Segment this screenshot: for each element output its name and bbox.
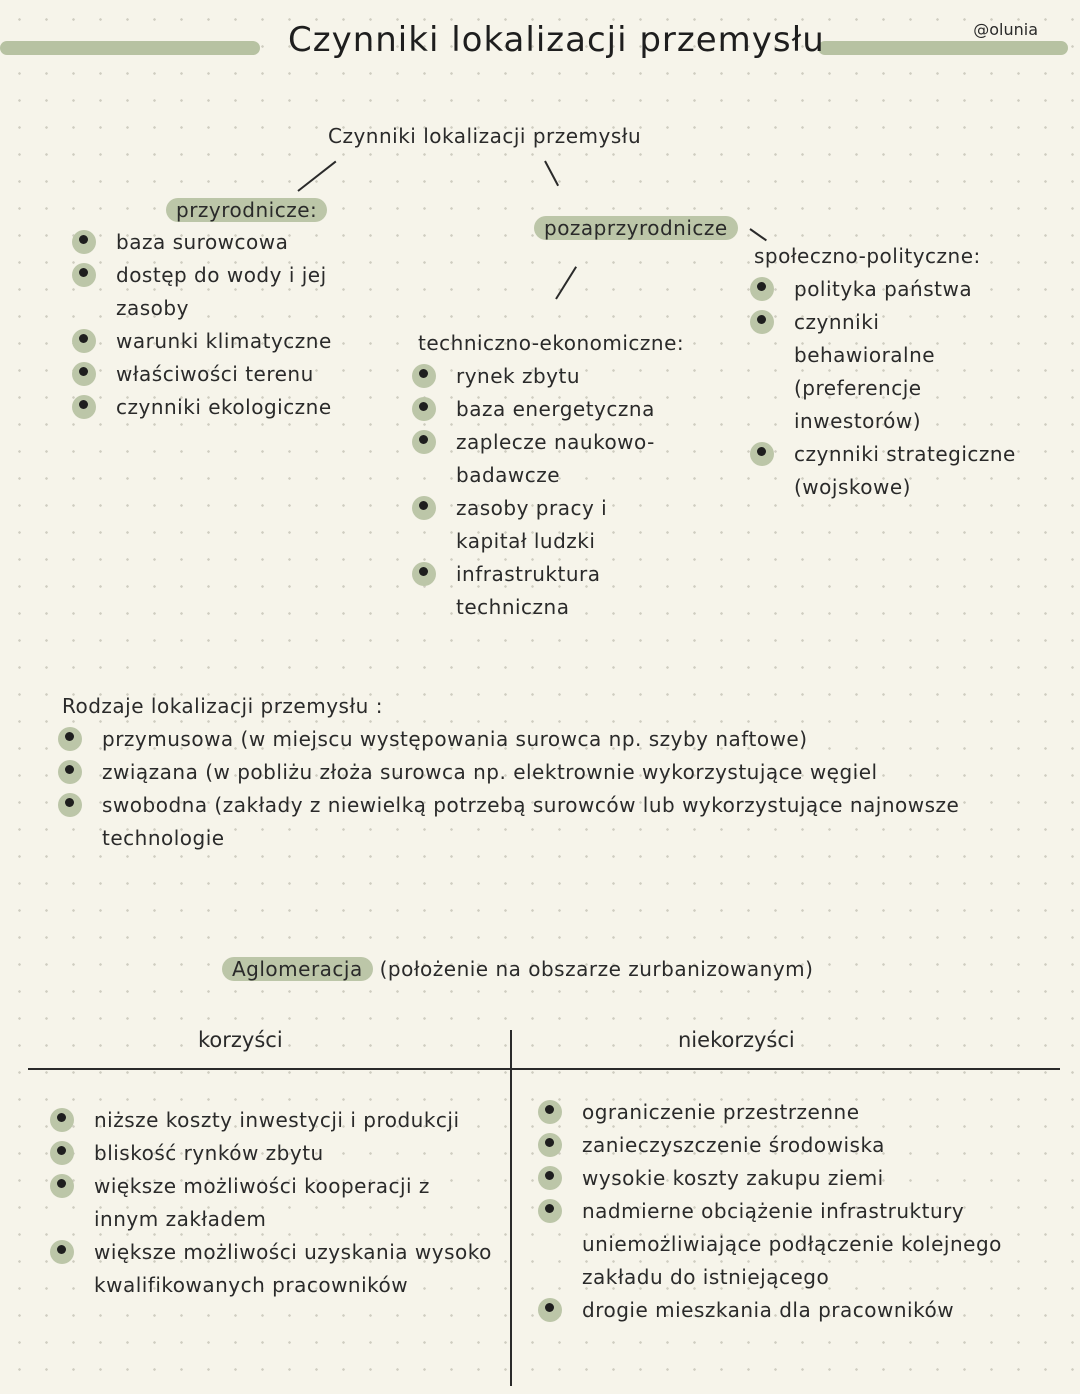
bullet-icon: [72, 395, 96, 419]
bullet-icon: [72, 230, 96, 254]
agglomeration-title-rest: (położenie na obszarze zurbanizowanym): [372, 957, 814, 981]
natural-factors-list: [72, 226, 332, 424]
list-item: infrastruktura techniczna: [412, 558, 655, 624]
bullet-icon: [58, 760, 82, 784]
bullet-icon: [58, 727, 82, 751]
list-item: przymusowa (w miejscu występowania surowca np. szyby naftowe): [58, 723, 959, 756]
bullet-icon: [58, 793, 82, 817]
list-item: swobodna (zakłady z niewielką potrzebą surowców lub wykorzystujące najnowsze technologie: [58, 789, 959, 855]
branch-line-tech: [555, 266, 577, 299]
list-item: zanieczyszczenie środowiska: [538, 1129, 1002, 1162]
bullet-icon: [72, 362, 96, 386]
agglomeration-title-highlight: Aglomeracja: [222, 957, 373, 981]
author-handle: @olunia: [973, 20, 1038, 39]
bullet-icon: [412, 397, 436, 421]
list-item: drogie mieszkania dla pracowników: [538, 1294, 1002, 1327]
bullet-icon: [750, 442, 774, 466]
socio-political-list: [750, 273, 1016, 504]
branch-line-right: [544, 161, 559, 187]
natural-factors-heading: przyrodnicze:: [166, 194, 327, 227]
list-item: ograniczenie przestrzenne: [538, 1096, 1002, 1129]
tech-econ-list: [412, 360, 655, 624]
branch-line-left: [297, 161, 336, 192]
list-item: czynniki ekologiczne: [72, 391, 332, 424]
agglomeration-title: [222, 953, 813, 986]
list-item: rynek zbytu: [412, 360, 655, 393]
list-item: baza energetyczna: [412, 393, 655, 426]
list-item: baza surowcowa: [72, 226, 332, 259]
bullet-icon: [412, 496, 436, 520]
bullet-icon: [750, 277, 774, 301]
bullet-icon: [72, 329, 96, 353]
list-item: niższe koszty inwestycji i produkcji: [50, 1104, 492, 1137]
tree-root-label: Czynniki lokalizacji przemysłu: [328, 124, 642, 148]
bullet-icon: [412, 562, 436, 586]
list-item: czynniki strategiczne (wojskowe): [750, 438, 1016, 504]
list-item: polityka państwa: [750, 273, 1016, 306]
bullet-icon: [750, 310, 774, 334]
bullet-icon: [538, 1133, 562, 1157]
table-horizontal-line: [28, 1068, 1060, 1070]
list-item: zaplecze naukowo- badawcze: [412, 426, 655, 492]
list-item: dostęp do wody i jej zasoby: [72, 259, 332, 325]
bullet-icon: [412, 364, 436, 388]
header-decor-bar-right: [818, 41, 1068, 55]
drawbacks-list: [538, 1096, 1002, 1327]
location-types-list: [58, 723, 959, 855]
list-item: warunki klimatyczne: [72, 325, 332, 358]
benefits-list: [50, 1104, 492, 1302]
bullet-icon: [50, 1240, 74, 1264]
non-natural-factors-heading: pozaprzyrodnicze: [534, 212, 738, 245]
list-item: właściwości terenu: [72, 358, 332, 391]
bullet-icon: [538, 1166, 562, 1190]
benefits-header: korzyści: [198, 1028, 283, 1052]
list-item: czynniki behawioralne (preferencje inwestorów): [750, 306, 1016, 438]
bullet-icon: [538, 1199, 562, 1223]
page-title: Czynniki lokalizacji przemysłu: [288, 20, 825, 60]
list-item: związana (w pobliżu złoża surowca np. elektrownie wykorzystujące węgiel: [58, 756, 959, 789]
list-item: większe możliwości uzyskania wysoko kwalifikowanych pracowników: [50, 1236, 492, 1302]
list-item: zasoby pracy i kapitał ludzki: [412, 492, 655, 558]
bullet-icon: [538, 1100, 562, 1124]
bullet-icon: [412, 430, 436, 454]
bullet-icon: [72, 263, 96, 287]
bullet-icon: [538, 1298, 562, 1322]
list-item: wysokie koszty zakupu ziemi: [538, 1162, 1002, 1195]
drawbacks-header: niekorzyści: [678, 1028, 795, 1052]
bullet-icon: [50, 1108, 74, 1132]
list-item: nadmierne obciążenie infrastruktury uniemożliwiające podłączenie kolejnego zakładu do istniejącego: [538, 1195, 1002, 1294]
bullet-icon: [50, 1141, 74, 1165]
header-decor-bar-left: [0, 41, 260, 55]
table-vertical-line: [510, 1030, 512, 1386]
tech-econ-heading: techniczno-ekonomiczne:: [418, 331, 685, 355]
bullet-icon: [50, 1174, 74, 1198]
list-item: większe możliwości kooperacji z innym zakładem: [50, 1170, 492, 1236]
location-types-heading: Rodzaje lokalizacji przemysłu :: [62, 694, 383, 718]
socio-political-heading: społeczno-polityczne:: [754, 244, 981, 268]
list-item: bliskość rynków zbytu: [50, 1137, 492, 1170]
